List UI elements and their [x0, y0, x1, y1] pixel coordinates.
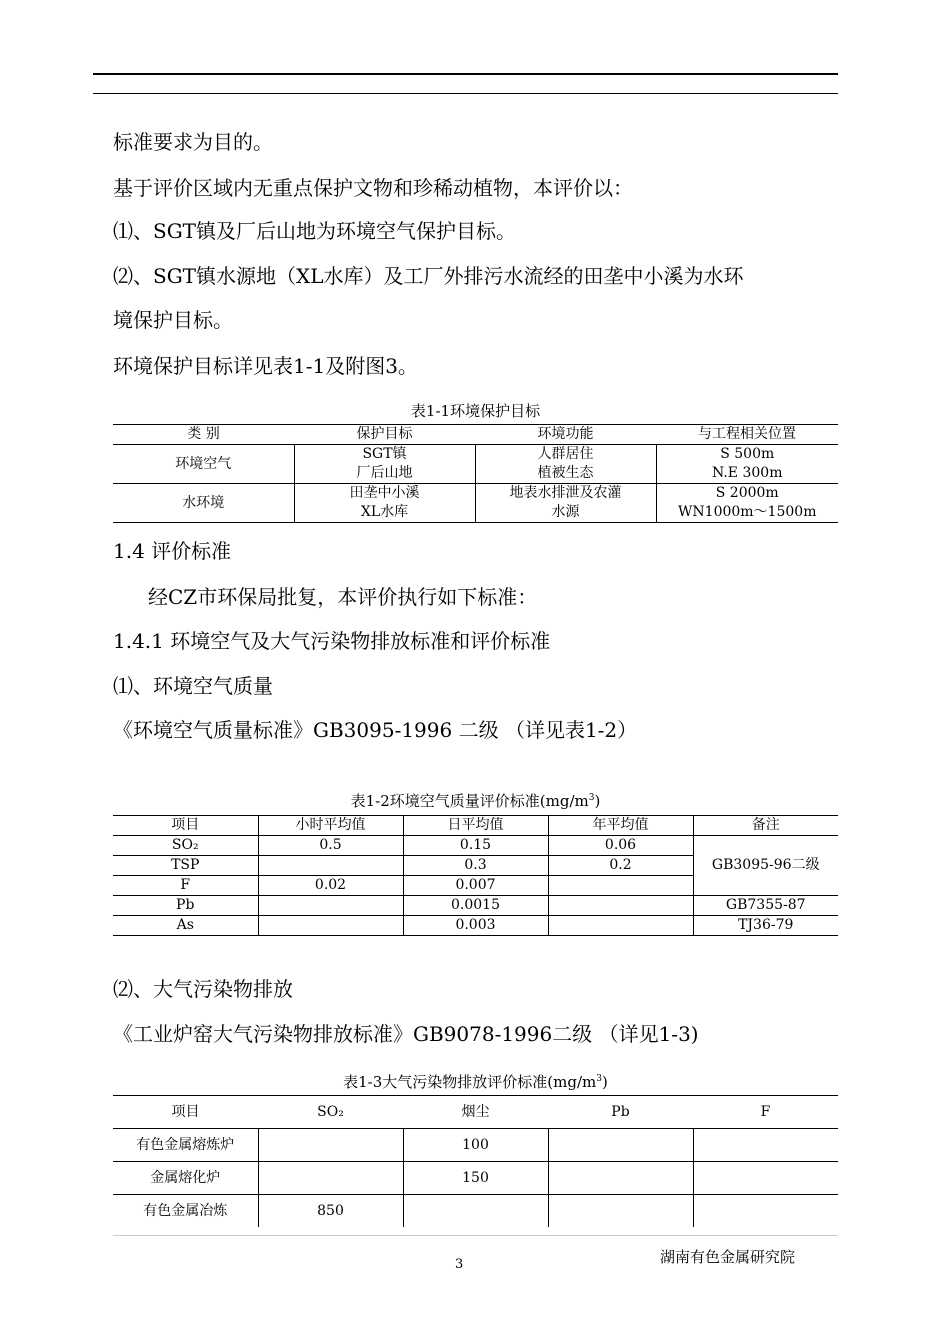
table2-header-cell: 项目	[113, 816, 258, 836]
section-1-4-1-heading: 1.4.1 环境空气及大气污染物排放标准和评价标准	[113, 629, 551, 653]
table2-item: Pb	[113, 896, 258, 916]
table2-cell: 0.15	[403, 836, 548, 856]
table2-item: TSP	[113, 856, 258, 876]
table2-note: TJ36-79	[693, 916, 838, 936]
table-row	[113, 896, 838, 916]
table2-cell: 0.007	[403, 876, 548, 896]
table1	[113, 424, 838, 523]
table2-note: GB7355-87	[693, 896, 838, 916]
paragraph-5: 境保护目标。	[113, 308, 233, 332]
footer-rule	[113, 1235, 838, 1236]
table-row	[113, 1162, 838, 1195]
paragraph-4: ⑵、SGT镇水源地（XL水库）及工厂外排污水流经的田垄中小溪为水环	[113, 264, 744, 288]
air-quality-standard: 《环境空气质量标准》GB3095-1996 二级 （详见表1-2）	[113, 718, 638, 742]
table3-cell	[548, 1129, 693, 1162]
table2-cell: 0.02	[258, 876, 403, 896]
table-row	[113, 1129, 838, 1162]
table2-cell: 0.0015	[403, 896, 548, 916]
table1-target: SGT镇 厂后山地	[294, 445, 475, 484]
table2-cell	[548, 896, 693, 916]
table3-header-cell: 烟尘	[403, 1096, 548, 1129]
table3-item: 有色金属冶炼	[143, 1203, 228, 1219]
section-1-4-heading: 1.4 评价标准	[113, 539, 232, 563]
table3-cell	[403, 1195, 548, 1228]
table3-item: 有色金属熔炼炉	[113, 1129, 258, 1162]
paragraph-1: 标准要求为目的。	[113, 130, 273, 154]
section-1-4-intro: 经CZ市环保局批复，本评价执行如下标准：	[148, 585, 538, 609]
table2-header-cell: 日平均值	[403, 816, 548, 836]
table1-location: S 2000m WN1000m～1500m	[656, 484, 838, 523]
table2-cell: 0.3	[403, 856, 548, 876]
table2-cell	[258, 916, 403, 936]
table3-header-cell: F	[693, 1096, 838, 1129]
table3-cell: 100	[403, 1129, 548, 1162]
paragraph-3: ⑴、SGT镇及厂后山地为环境空气保护目标。	[113, 219, 517, 243]
emission-standard: 《工业炉窑大气污染物排放标准》GB9078-1996二级 （详见1-3)	[113, 1022, 699, 1046]
table2-item: F	[113, 876, 258, 896]
table3-cell	[693, 1129, 838, 1162]
table2-cell	[548, 916, 693, 936]
table2-caption: 表1-2环境空气质量评价标准$(mg/m^3)$	[350, 792, 601, 810]
table2-header-cell: 年平均值	[548, 816, 693, 836]
table3-cell	[548, 1195, 693, 1228]
table-row	[113, 484, 838, 523]
table3-cell	[693, 1162, 838, 1195]
table3-cell: 850	[258, 1195, 403, 1228]
table1-caption: 表1-1环境保护目标	[410, 402, 541, 420]
table2-cell: 0.2	[548, 856, 693, 876]
table3-header-cell: Pb	[548, 1096, 693, 1129]
table2-cell: 0.5	[258, 836, 403, 856]
table3-cell	[258, 1129, 403, 1162]
table2-note: GB3095-96二级	[693, 836, 838, 896]
table2-header-row	[113, 816, 838, 836]
table1-header-cell: 与工程相关位置	[656, 425, 838, 445]
emission-subheading: ⑵、大气污染物排放	[113, 977, 293, 1001]
table1-header-cell: 类 别	[113, 425, 294, 445]
table1-function: 人群居住 植被生态	[475, 445, 656, 484]
header-rule-bottom	[93, 93, 838, 94]
paragraph-2: 基于评价区域内无重点保护文物和珍稀动植物，本评价以：	[113, 176, 633, 200]
table1-category: 水环境	[113, 484, 294, 523]
table3-cell: 150	[403, 1162, 548, 1195]
page-number: 3	[455, 1257, 464, 1272]
table2-item: As	[113, 916, 258, 936]
table2-item: SO₂	[113, 836, 258, 856]
table2-header-cell: 小时平均值	[258, 816, 403, 836]
paragraph-6: 环境保护目标详见表1-1及附图3。	[113, 354, 418, 378]
table3-header-cell: SO₂	[258, 1096, 403, 1129]
table3-cell	[258, 1162, 403, 1195]
table-row	[113, 916, 838, 936]
table3-item: 金属熔化炉	[113, 1162, 258, 1195]
table2	[113, 815, 838, 936]
table1-location: S 500m N.E 300m	[656, 445, 838, 484]
table2-header-cell: 备注	[693, 816, 838, 836]
table2-cell	[258, 856, 403, 876]
table1-header-cell: 保护目标	[294, 425, 475, 445]
table3-cell	[693, 1195, 838, 1228]
header-rule-top	[93, 73, 838, 75]
table3	[113, 1095, 838, 1227]
table-row	[113, 1195, 838, 1228]
table2-cell: 0.06	[548, 836, 693, 856]
table-row	[113, 445, 838, 484]
footer-organization: 湖南有色金属研究院	[660, 1248, 796, 1266]
table1-category: 环境空气	[113, 445, 294, 484]
table1-header-row	[113, 425, 838, 445]
table2-cell	[548, 876, 693, 896]
table3-header-row	[113, 1096, 838, 1129]
table3-caption: 表1-3大气污染物排放评价标准$(mg/m^3)$	[343, 1073, 608, 1091]
table1-function: 地表水排泄及农灌 水源	[475, 484, 656, 523]
table3-header-cell: 项目	[113, 1096, 258, 1129]
air-quality-subheading: ⑴、环境空气质量	[113, 674, 273, 698]
table1-header-cell: 环境功能	[475, 425, 656, 445]
table-row	[113, 836, 838, 856]
table2-cell	[258, 896, 403, 916]
table2-cell: 0.003	[403, 916, 548, 936]
table1-target: 田垄中小溪 XL水库	[294, 484, 475, 523]
table3-cell	[548, 1162, 693, 1195]
